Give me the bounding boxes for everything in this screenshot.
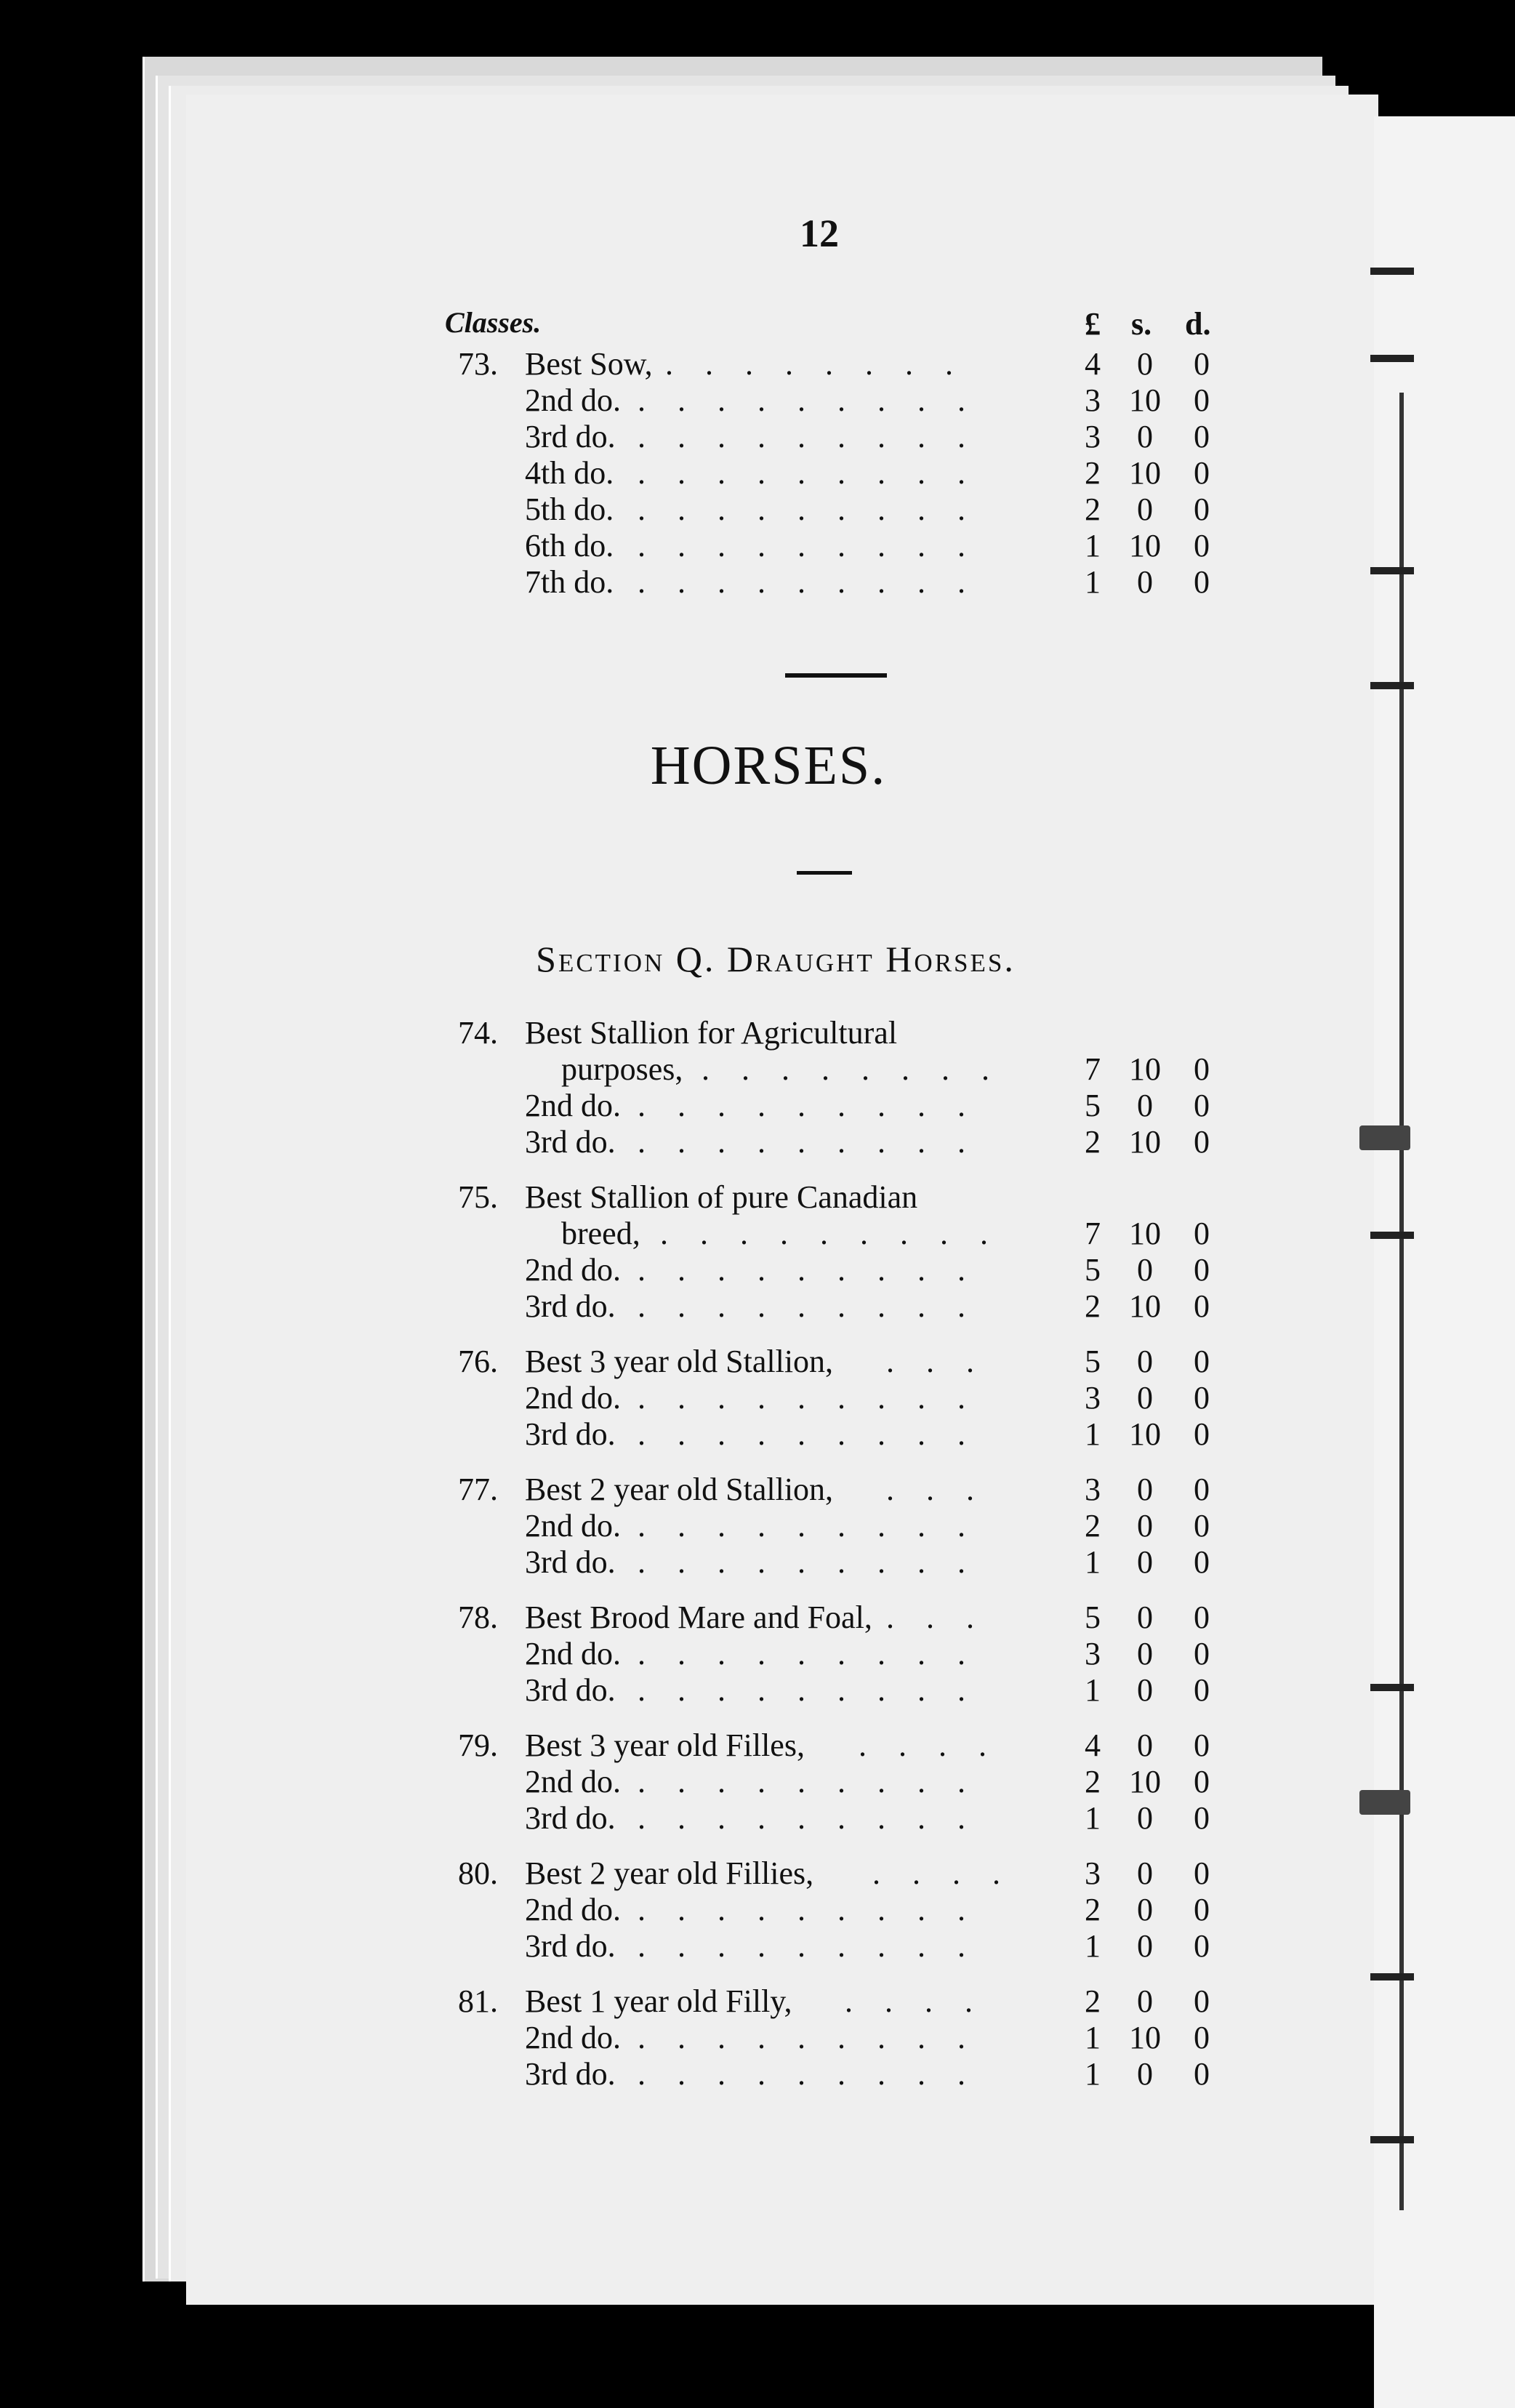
pounds-value: 2	[1085, 491, 1101, 527]
shillings-value: 0	[1137, 1727, 1153, 1763]
shillings-value: 0	[1137, 1928, 1153, 1964]
prize-label: 3rd do.	[525, 1928, 616, 1964]
pence-value: 0	[1194, 1800, 1210, 1836]
leader-dots: . . . . . . . . .	[638, 1800, 965, 1836]
pence-value: 0	[1194, 1727, 1210, 1763]
pence-value: 0	[1194, 1508, 1210, 1544]
shillings-value: 0	[1137, 1983, 1153, 2019]
binding-stitch	[1370, 2136, 1414, 2143]
pence-value: 0	[1194, 1855, 1210, 1891]
pounds-value: 1	[1085, 1672, 1101, 1708]
leader-dots: . . . . . . . . .	[638, 1928, 965, 1964]
prize-row	[0, 2020, 1515, 2056]
prize-row	[0, 1892, 1515, 1928]
pence-value: 0	[1194, 1600, 1210, 1635]
pence-value: 0	[1194, 1124, 1210, 1160]
prize-row	[0, 1544, 1515, 1581]
prize-label: 2nd do.	[525, 1636, 621, 1671]
prize-row	[0, 419, 1515, 455]
prize-label: 3rd do.	[525, 419, 616, 454]
pounds-value: 1	[1085, 2020, 1101, 2055]
pounds-value: 1	[1085, 2056, 1101, 2092]
pence-value: 0	[1194, 346, 1210, 382]
pence-value: 0	[1194, 1288, 1210, 1324]
pence-value: 0	[1194, 455, 1210, 491]
leader-dots: . . . . . . . . .	[638, 1252, 965, 1288]
leader-dots: . . .	[886, 1600, 974, 1635]
shillings-value: 10	[1129, 1288, 1161, 1324]
leader-dots: . . . . . . . .	[702, 1051, 989, 1087]
shillings-value: 10	[1129, 1216, 1161, 1251]
prize-row	[0, 1380, 1515, 1416]
prize-row	[0, 1416, 1515, 1453]
pence-value: 0	[1194, 564, 1210, 600]
pounds-value: 1	[1085, 1800, 1101, 1836]
shillings-value: 0	[1137, 1344, 1153, 1379]
prize-row	[0, 1179, 1515, 1216]
prize-label: Best Sow,	[525, 346, 653, 382]
pounds-value: 1	[1085, 1416, 1101, 1452]
shillings-value: 10	[1129, 455, 1161, 491]
pounds-value: 4	[1085, 1727, 1101, 1763]
section-title: Section Q. Draught Horses.	[536, 939, 1016, 979]
pence-value: 0	[1194, 1983, 1210, 2019]
prize-row	[0, 491, 1515, 528]
prize-label: Best Brood Mare and Foal,	[525, 1600, 872, 1635]
prize-label: 3rd do.	[525, 1416, 616, 1452]
leader-dots: . . . . . . . . .	[638, 1892, 965, 1927]
pounds-value: 1	[1085, 528, 1101, 563]
prize-row	[0, 1983, 1515, 2020]
pence-value: 0	[1194, 1344, 1210, 1379]
shillings-value: 0	[1137, 1380, 1153, 1416]
prize-label: 4th do.	[525, 455, 614, 491]
shillings-value: 0	[1137, 346, 1153, 382]
shillings-value: 0	[1137, 1800, 1153, 1836]
leader-dots: . . . . . . . . .	[638, 2020, 965, 2055]
divider-rule	[797, 871, 852, 875]
shillings-value: 10	[1129, 1416, 1161, 1452]
pounds-value: 2	[1085, 1508, 1101, 1544]
pounds-value: 7	[1085, 1051, 1101, 1087]
leader-dots: . . . . . . . . .	[638, 1764, 965, 1799]
pence-value: 0	[1194, 382, 1210, 418]
pounds-value: 3	[1085, 1380, 1101, 1416]
leader-dots: . . . . . . . . .	[638, 1508, 965, 1544]
classes-header: Classes.	[445, 306, 542, 339]
shillings-value: 0	[1137, 1892, 1153, 1927]
prize-row	[0, 1855, 1515, 1892]
pence-value: 0	[1194, 1216, 1210, 1251]
leader-dots: . . . . . . . . .	[638, 2056, 965, 2092]
prize-row	[0, 1088, 1515, 1124]
prize-label: Best 2 year old Stallion,	[525, 1472, 834, 1507]
pence-value: 0	[1194, 2056, 1210, 2092]
prize-row	[0, 1472, 1515, 1508]
page-number: 12	[800, 212, 839, 255]
shillings-value: 10	[1129, 2020, 1161, 2055]
pence-value: 0	[1194, 1928, 1210, 1964]
shillings-value: 0	[1137, 1672, 1153, 1708]
prize-label: 5th do.	[525, 491, 614, 527]
pence-value: 0	[1194, 1892, 1210, 1927]
pounds-value: 2	[1085, 1764, 1101, 1799]
prize-row	[0, 1216, 1515, 1252]
pounds-value: 5	[1085, 1344, 1101, 1379]
prize-row	[0, 382, 1515, 419]
prize-row	[0, 528, 1515, 564]
pounds-value: 3	[1085, 1855, 1101, 1891]
leader-dots: . . . . . . . . .	[638, 1672, 965, 1708]
shillings-value: 0	[1137, 491, 1153, 527]
prize-label: 3rd do.	[525, 1544, 616, 1580]
prize-row	[0, 346, 1515, 382]
pounds-value: 2	[1085, 1124, 1101, 1160]
prize-row	[0, 455, 1515, 491]
prize-row	[0, 1672, 1515, 1709]
shillings-value: 10	[1129, 1764, 1161, 1799]
leader-dots: . . . . . . . . .	[638, 564, 965, 600]
shillings-value: 0	[1137, 1636, 1153, 1671]
leader-dots: . . . . . . . .	[665, 346, 953, 382]
class-number: 77.	[458, 1472, 498, 1507]
leader-dots: . . . . . . . . .	[638, 455, 965, 491]
prize-label: Best Stallion for Agricultural	[525, 1015, 898, 1051]
pounds-value: 3	[1085, 419, 1101, 454]
pounds-value: 2	[1085, 455, 1101, 491]
prize-row	[0, 1600, 1515, 1636]
prize-label: Best 2 year old Fillies,	[525, 1855, 814, 1891]
pounds-value: 3	[1085, 1472, 1101, 1507]
prize-row	[0, 1636, 1515, 1672]
prize-label: 2nd do.	[525, 1380, 621, 1416]
prize-row	[0, 1288, 1515, 1325]
leader-dots: . . . . . . . . .	[638, 382, 965, 418]
pence-value: 0	[1194, 2020, 1210, 2055]
prize-label: 2nd do.	[525, 1764, 621, 1799]
pounds-value: 5	[1085, 1088, 1101, 1123]
prize-label: 3rd do.	[525, 1288, 616, 1324]
prize-row	[0, 1124, 1515, 1160]
pence-value: 0	[1194, 491, 1210, 527]
shillings-value: 0	[1137, 1600, 1153, 1635]
shillings-value: 10	[1129, 1051, 1161, 1087]
prize-label: Best 3 year old Stallion,	[525, 1344, 834, 1379]
prize-row	[0, 1344, 1515, 1380]
prize-row	[0, 1928, 1515, 1964]
prize-row	[0, 2056, 1515, 2092]
prize-row	[0, 1015, 1515, 1051]
pounds-value: 1	[1085, 564, 1101, 600]
pence-value: 0	[1194, 1380, 1210, 1416]
pounds-value: 3	[1085, 382, 1101, 418]
shillings-value: 0	[1137, 419, 1153, 454]
prize-row	[0, 1051, 1515, 1088]
pence-value: 0	[1194, 1088, 1210, 1123]
class-number: 74.	[458, 1015, 498, 1051]
pounds-value: 5	[1085, 1252, 1101, 1288]
class-number: 73.	[458, 346, 498, 382]
prize-label: purposes,	[561, 1051, 683, 1087]
pence-value: 0	[1194, 1252, 1210, 1288]
pence-value: 0	[1194, 1764, 1210, 1799]
binding-stitch	[1370, 682, 1414, 689]
leader-dots: . . . . . . . . .	[638, 419, 965, 454]
pound-header: £	[1085, 306, 1101, 342]
shillings-value: 10	[1129, 528, 1161, 563]
prize-label: Best Stallion of pure Canadian	[525, 1179, 918, 1215]
shillings-value: 0	[1137, 1088, 1153, 1123]
leader-dots: . . . . . . . . .	[638, 528, 965, 563]
pounds-value: 2	[1085, 1892, 1101, 1927]
prize-label: 6th do.	[525, 528, 614, 563]
shillings-value: 0	[1137, 1472, 1153, 1507]
class-number: 81.	[458, 1983, 498, 2019]
prize-row	[0, 1252, 1515, 1288]
pence-value: 0	[1194, 1636, 1210, 1671]
class-number: 79.	[458, 1727, 498, 1763]
pence-value: 0	[1194, 1416, 1210, 1452]
leader-dots: . . .	[886, 1344, 974, 1379]
pence-value: 0	[1194, 1672, 1210, 1708]
leader-dots: . . . . . . . . .	[638, 491, 965, 527]
prize-row	[0, 1764, 1515, 1800]
shillings-value: 0	[1137, 1508, 1153, 1544]
binding-stitch	[1370, 268, 1414, 275]
leader-dots: . . . . . . . . .	[638, 1124, 965, 1160]
shillings-value: 0	[1137, 564, 1153, 600]
shillings-value: 0	[1137, 1252, 1153, 1288]
pounds-value: 3	[1085, 1636, 1101, 1671]
pence-value: 0	[1194, 528, 1210, 563]
pounds-value: 2	[1085, 1983, 1101, 2019]
leader-dots: . . . .	[872, 1855, 1000, 1891]
prize-label: 2nd do.	[525, 1892, 621, 1927]
pounds-value: 1	[1085, 1928, 1101, 1964]
leader-dots: . . . .	[845, 1983, 973, 2019]
binding-stitch	[1370, 1973, 1414, 1980]
leader-dots: . . . . . . . . .	[638, 1416, 965, 1452]
leader-dots: . . . . . . . . .	[638, 1636, 965, 1671]
horses-title: HORSES.	[650, 735, 887, 796]
shillings-value: 10	[1129, 382, 1161, 418]
pence-header: d.	[1185, 306, 1211, 342]
prize-label: 2nd do.	[525, 1088, 621, 1123]
pence-value: 0	[1194, 1544, 1210, 1580]
leader-dots: . . . . . . . . .	[638, 1088, 965, 1123]
prize-label: Best 3 year old Filles,	[525, 1727, 805, 1763]
leader-dots: . . . . . . . . .	[638, 1288, 965, 1324]
prize-row	[0, 1727, 1515, 1764]
shillings-header: s.	[1131, 306, 1152, 342]
shillings-value: 0	[1137, 1544, 1153, 1580]
prize-label: 3rd do.	[525, 1672, 616, 1708]
prize-label: breed,	[561, 1216, 640, 1251]
prize-label: 2nd do.	[525, 1252, 621, 1288]
pounds-value: 7	[1085, 1216, 1101, 1251]
pounds-value: 2	[1085, 1288, 1101, 1324]
divider-rule	[785, 673, 887, 678]
prize-label: Best 1 year old Filly,	[525, 1983, 792, 2019]
pence-value: 0	[1194, 1051, 1210, 1087]
prize-label: 3rd do.	[525, 2056, 616, 2092]
leader-dots: . . .	[886, 1472, 974, 1507]
prize-label: 3rd do.	[525, 1124, 616, 1160]
leader-dots: . . . . . . . . .	[638, 1380, 965, 1416]
prize-label: 7th do.	[525, 564, 614, 600]
prize-label: 2nd do.	[525, 2020, 621, 2055]
prize-row	[0, 564, 1515, 601]
pounds-value: 4	[1085, 346, 1101, 382]
pounds-value: 1	[1085, 1544, 1101, 1580]
shillings-value: 0	[1137, 1855, 1153, 1891]
leader-dots: . . . . . . . . .	[660, 1216, 988, 1251]
class-number: 80.	[458, 1855, 498, 1891]
prize-label: 2nd do.	[525, 1508, 621, 1544]
class-number: 78.	[458, 1600, 498, 1635]
class-number: 76.	[458, 1344, 498, 1379]
pence-value: 0	[1194, 1472, 1210, 1507]
pounds-value: 5	[1085, 1600, 1101, 1635]
shillings-value: 10	[1129, 1124, 1161, 1160]
shillings-value: 0	[1137, 2056, 1153, 2092]
prize-row	[0, 1800, 1515, 1837]
leader-dots: . . . . . . . . .	[638, 1544, 965, 1580]
prize-row	[0, 1508, 1515, 1544]
prize-label: 3rd do.	[525, 1800, 616, 1836]
prize-label: 2nd do.	[525, 382, 621, 418]
leader-dots: . . . .	[859, 1727, 986, 1763]
class-number: 75.	[458, 1179, 498, 1215]
pence-value: 0	[1194, 419, 1210, 454]
